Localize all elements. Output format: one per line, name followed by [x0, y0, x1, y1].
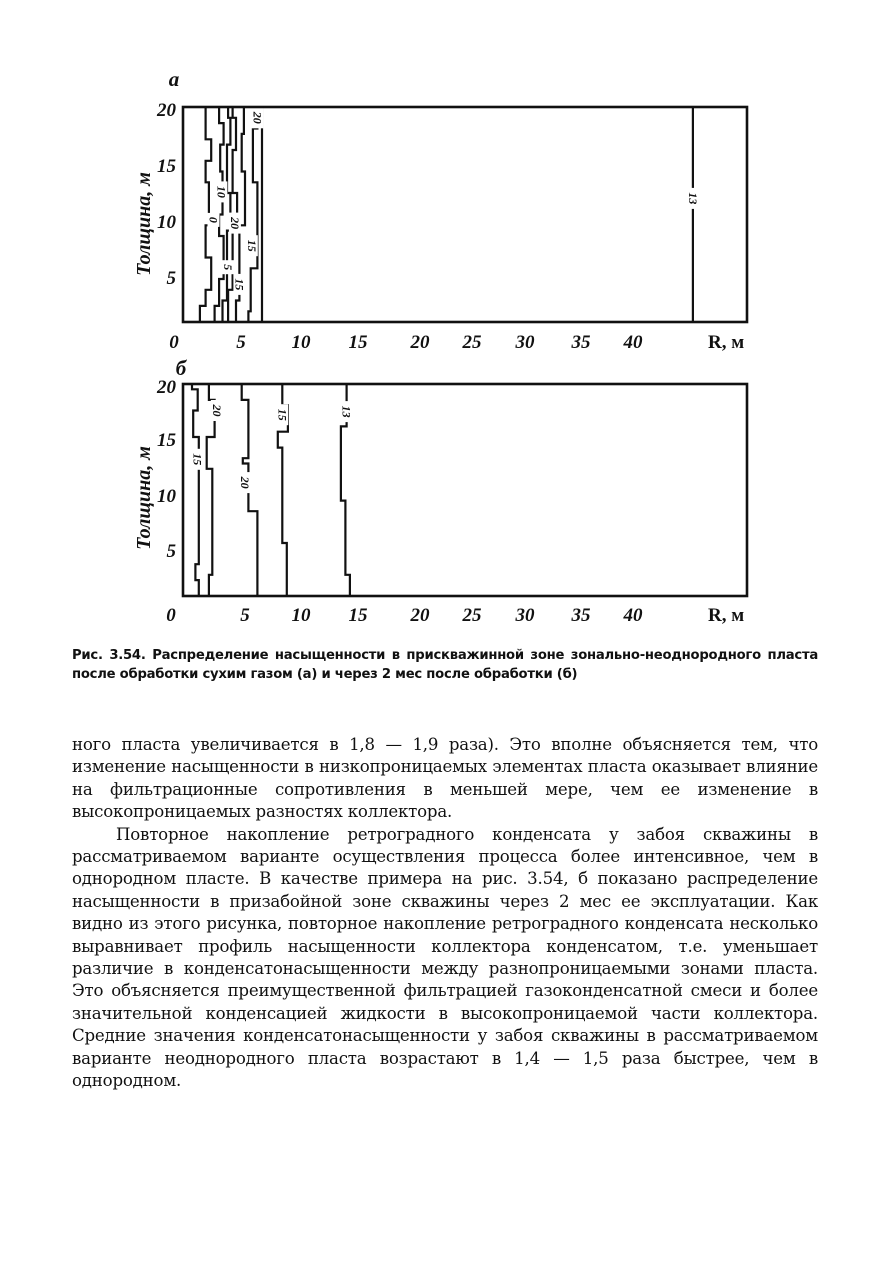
- panel-a-x-axis-label: R, м: [708, 332, 745, 353]
- panel-a-y-tick: 15: [157, 156, 176, 177]
- panel-a-x-tick: 25: [462, 332, 482, 353]
- panel-a-contour-labels: [207, 107, 700, 295]
- panel-a-y-tick: 20: [157, 100, 176, 121]
- contour-label-1-0: 15: [190, 453, 205, 466]
- panel-a-letter: а: [168, 67, 180, 91]
- contour-label-0-0: 0: [206, 216, 221, 223]
- panel-b-x-axis-label: R, м: [708, 605, 745, 626]
- panel-b-x-tick: 0: [166, 605, 176, 626]
- contour-label-0-2: 5: [221, 264, 236, 271]
- panel-a-y-tick: 5: [166, 268, 176, 289]
- contour-label-1-2: 20: [238, 476, 252, 489]
- panel-a-frame: [183, 107, 747, 322]
- figure-caption: Рис. 3.54. Распределение насыщенности в прискважинной зоне зонально-неоднородного пласта после обработки сухим газом (а) и через 2 мес после обработки (б): [72, 648, 818, 682]
- panel-b-x-tick: 30: [515, 605, 535, 626]
- panel-a-x-tick: 0: [169, 332, 179, 353]
- contour-label-1-3: 15: [275, 408, 290, 421]
- panel-a-x-tick: 30: [515, 332, 535, 353]
- panel-a-x-tick: 20: [410, 332, 430, 353]
- paragraph: Повторное накопление ретроградного конденсата у забоя скважины в рассматриваемом варианте осуществления процесса более интенсивное, чем в однородном пласте. В качестве примера на рис. 3.54, б показано распределение насыщенности в призабойной зоне скважины через 2 мес ее эксплуатации. Как видно из этого рисунка, повторное накопление ретроградного конденсата несколько выравнивает профиль насыщенности коллектора конденсатом, т.е. уменьшает различие в конденсатонасыщенности между разнопроницаемыми зонами пласта. Это объясняется преимущественной фильтрацией газоконденсатной смеси и более значительной конденсацией жидкости в высокопроницаемой части коллектора. Средние значения конденсатонасыщенности у забоя скважины в рассматриваемом варианте неоднородного пласта возрастают в 1,4 — 1,5 раза быстрее, чем в однородном.: [72, 824, 818, 1091]
- panel-b-x-tick: 15: [348, 605, 368, 626]
- panel-b-y-tick: 10: [157, 486, 176, 507]
- contour-line-1-0: [192, 384, 199, 596]
- panel-a-x-tick: 10: [291, 332, 311, 353]
- panel-a: [133, 67, 747, 353]
- panel-b-y-tick: 15: [157, 430, 176, 451]
- panel-b-y-tick: 20: [157, 377, 176, 398]
- panel-b-x-tick: 20: [410, 605, 430, 626]
- panel-b-frame: [183, 384, 747, 596]
- contour-label-0-4: 15: [232, 278, 247, 291]
- panel-a-x-tick: 40: [623, 332, 643, 353]
- panel-b-y-axis-label: Толщина, м: [133, 446, 155, 550]
- contour-label-0-7: 13: [685, 192, 700, 205]
- contour-label-0-6: 20: [250, 111, 265, 124]
- panel-b-x-tick: 40: [623, 605, 643, 626]
- panel-b-x-tick: 25: [462, 605, 482, 626]
- panel-b: [133, 356, 747, 626]
- contour-line-0-5: [248, 107, 257, 322]
- panel-b-x-tick: 10: [291, 605, 311, 626]
- contour-label-0-5: 15: [244, 239, 259, 252]
- panel-a-contours: [200, 107, 693, 322]
- contour-label-1-4: 13: [339, 405, 354, 418]
- contour-label-1-1: 20: [209, 404, 224, 417]
- body-text: [72, 734, 818, 1093]
- panel-b-contour-labels: [191, 400, 354, 493]
- panel-b-letter: б: [175, 356, 187, 380]
- panel-b-x-tick: 5: [240, 605, 250, 626]
- panel-a-x-tick: 35: [571, 332, 591, 353]
- panel-a-x-tick: 15: [348, 332, 368, 353]
- paragraph: ного пласта увеличивается в 1,8 — 1,9 раза). Это вполне объясняется тем, что изменение насыщенности в низкопроницаемых элементах пласта оказывает влияние на фильтрационные сопротивления в меньшей мере, чем ее изменение в высокопроницаемых разностях коллектора.: [72, 735, 818, 822]
- contour-label-0-1: 10: [214, 185, 229, 198]
- panel-a-y-axis-label: Толщина, м: [133, 172, 155, 276]
- panel-b-x-tick: 35: [571, 605, 591, 626]
- panel-a-x-tick: 5: [236, 332, 246, 353]
- panel-b-y-tick: 5: [166, 541, 176, 562]
- panel-a-y-tick: 10: [157, 212, 176, 233]
- contour-label-0-3: 20: [227, 217, 242, 230]
